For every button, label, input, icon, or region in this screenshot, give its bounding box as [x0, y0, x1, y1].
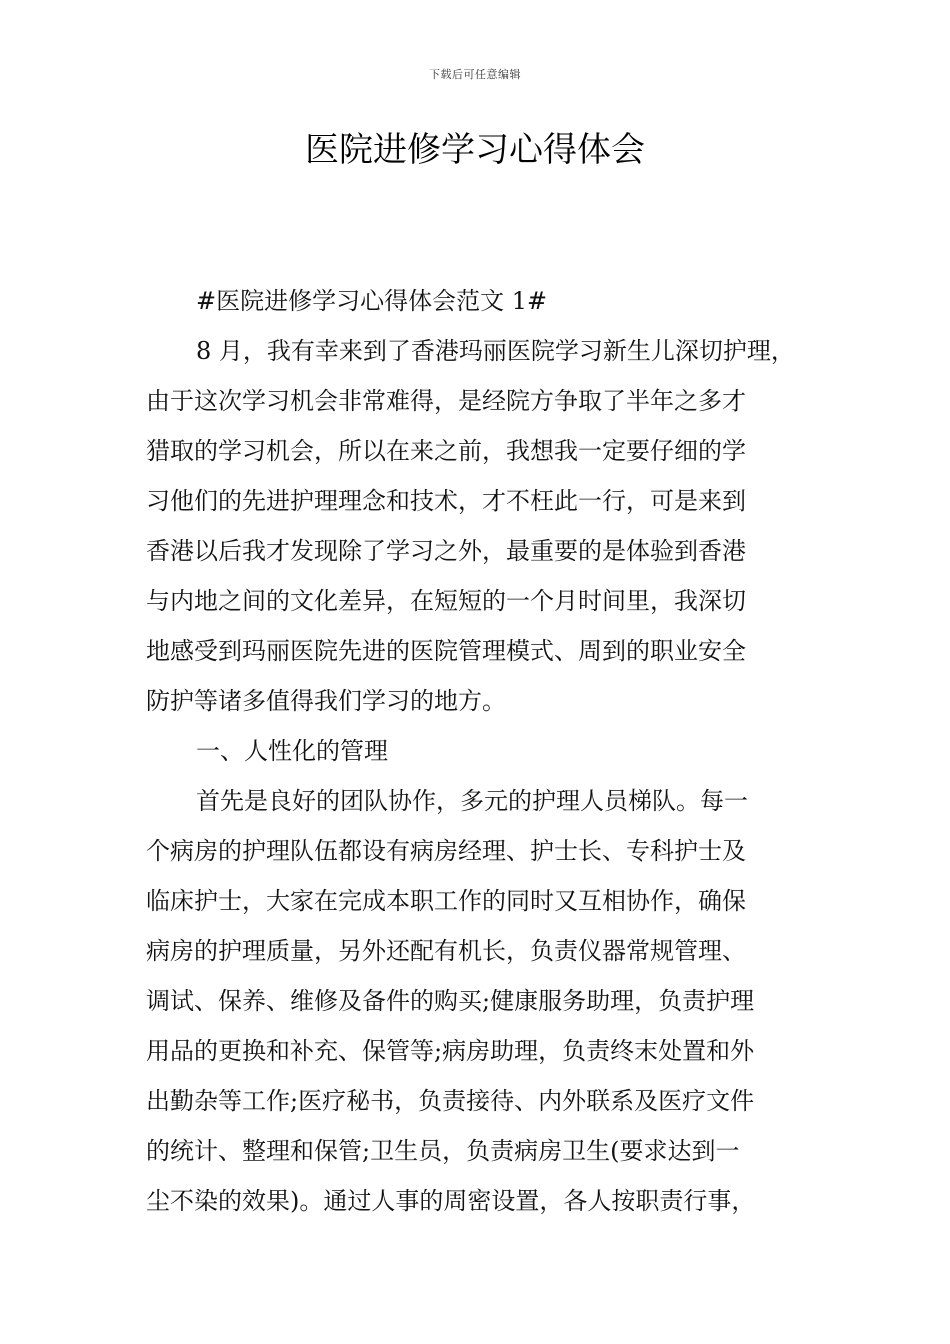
document-body	[146, 282, 814, 1232]
header-note: 下载后可任意编辑	[429, 68, 521, 81]
paragraph-line: 猎取的学习机会，所以在来之前，我想我一定要仔细的学	[146, 437, 746, 465]
paragraph-line: 病房的护理质量，另外还配有机长，负责仪器常规管理、	[146, 937, 746, 965]
subsection-heading: 一、人性化的管理	[196, 737, 388, 765]
paragraph-line: 8 月，我有幸来到了香港玛丽医院学习新生儿深切护理，	[196, 337, 795, 365]
paragraph-line: 用品的更换和补充、保管等;病房助理，负责终末处置和外	[146, 1037, 755, 1065]
paragraph-line: 香港以后我才发现除了学习之外，最重要的是体验到香港	[146, 537, 746, 565]
paragraph-line: 习他们的先进护理理念和技术，才不枉此一行，可是来到	[146, 487, 746, 515]
paragraph-line: 的统计、整理和保管;卫生员，负责病房卫生(要求达到一	[146, 1137, 740, 1165]
document-title: 医院进修学习心得体会	[305, 130, 645, 170]
paragraph-line: 个病房的护理队伍都设有病房经理、护士长、专科护士及	[146, 837, 746, 865]
paragraph-line: 地感受到玛丽医院先进的医院管理模式、周到的职业安全	[146, 637, 746, 665]
paragraph-line: 临床护士，大家在完成本职工作的同时又互相协作，确保	[146, 887, 746, 915]
paragraph-line: 首先是良好的团队协作，多元的护理人员梯队。每一	[196, 787, 748, 815]
section-heading: #医院进修学习心得体会范文 1#	[196, 287, 548, 315]
paragraph-line: 出勤杂等工作;医疗秘书，负责接待、内外联系及医疗文件	[146, 1087, 755, 1115]
paragraph-line: 调试、保养、维修及备件的购买;健康服务助理，负责护理	[146, 987, 755, 1015]
paragraph-line: 尘不染的效果)。通过人事的周密设置，各人按职责行事，	[146, 1187, 756, 1215]
paragraph-line: 由于这次学习机会非常难得，是经院方争取了半年之多才	[146, 387, 746, 415]
paragraph-line: 与内地之间的文化差异，在短短的一个月时间里，我深切	[146, 587, 746, 615]
paragraph-line: 防护等诸多值得我们学习的地方。	[146, 687, 506, 715]
